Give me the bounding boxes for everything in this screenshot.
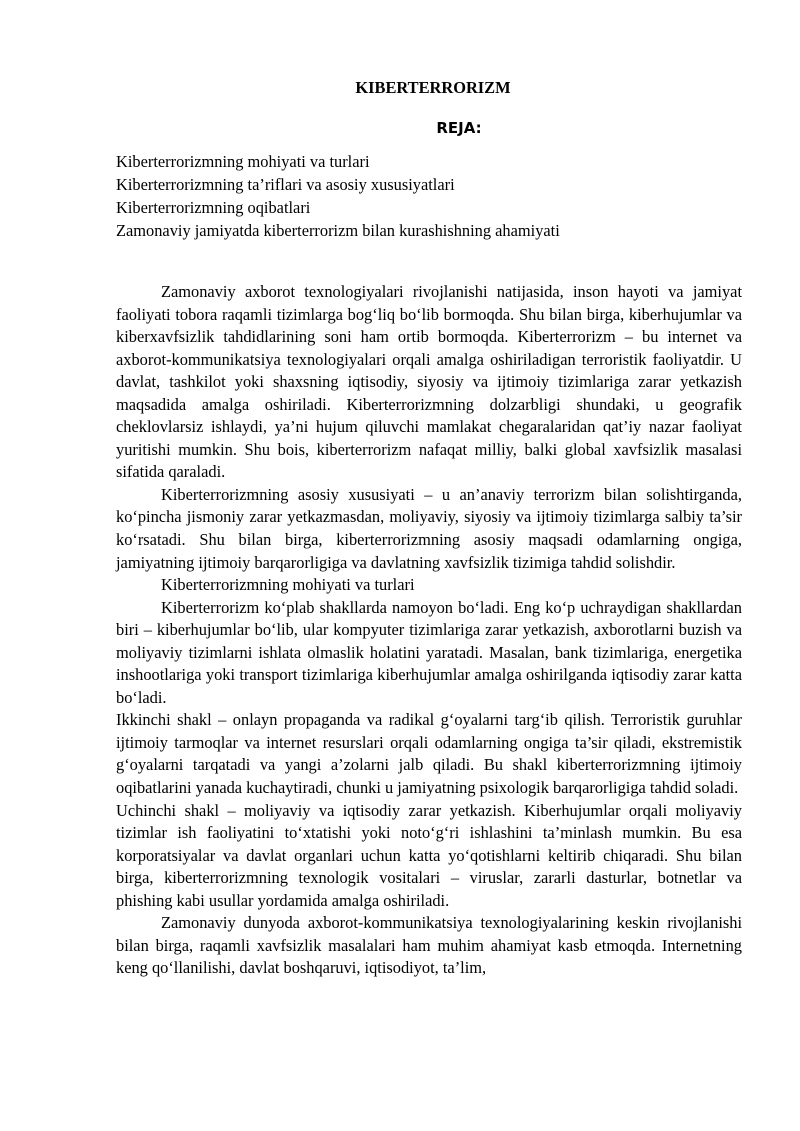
plan-heading: REJA:: [436, 119, 482, 137]
plan-item: Kiberterrorizmning ta’riflari va asosiy xususiyatlari: [116, 175, 455, 194]
document-title: KIBERTERRORIZM: [355, 78, 511, 97]
document-body: [116, 281, 742, 980]
plan-item: Zamonaviy jamiyatda kiberterrorizm bilan kurashishning ahamiyati: [116, 221, 560, 240]
section-heading: Kiberterrorizmning mohiyati va turlari: [161, 575, 415, 595]
body-paragraph: Zamonaviy dunyoda axborot-kommunikatsiya texnologiyalarining keskin rivojlanishi bilan birga, raqamli xavfsizlik masalalari ham muhim ahamiyat kasb etmoqda. Internetning keng qo‘llanilishi, davlat boshqaruvi, iqtisodiyot, ta’lim,: [116, 913, 742, 978]
body-paragraph: Kiberterrorizmning asosiy xususiyati – u an’anaviy terrorizm bilan solishtirganda, ko‘pincha jismoniy zarar yetkazmasdan, moliyaviy, siyosiy va ijtimoiy tizimlarga salbiy ta’sir ko‘rsatadi. Shu bilan birga, kiberterrorizmning asosiy maqsadi odamlarning ongiga, jamiyatning ijtimoiy barqarorligiga va davlatning xavfsizlik tizimiga tahdid solishdir.: [116, 484, 742, 572]
document-page: [116, 78, 742, 980]
plan-item: Kiberterrorizmning oqibatlari: [116, 198, 311, 217]
body-paragraph: Kiberterrorizm ko‘plab shakllarda namoyon bo‘ladi. Eng ko‘p uchraydigan shakllardan biri – kiberhujumlar bo‘lib, ular kompyuter tizimlariga zarar yetkazish, axborotlarni buzish va moliyaviy tizimlarni ishlata olmaslik holatini yaratadi. Masalan, bank tizimlariga, energetika inshootlariga yoki transport tizimlariga kiberhujumlar amalga oshirilganda iqtisodiy zarar katta bo‘ladi.: [116, 597, 742, 707]
plan-item: Kiberterrorizmning mohiyati va turlari: [116, 152, 370, 171]
body-paragraph: Ikkinchi shakl – onlayn propaganda va radikal g‘oyalarni targ‘ib qilish. Terroristik guruhlar ijtimoiy tarmoqlar va internet resurslari orqali odamlarning ongiga ta’sir qiladi, ekstremistik g‘oyalarni tarqatadi va yangi a’zolarni jalb qiladi. Bu shakl kiberterrorizmning ijtimoiy oqibatlarini yanada kuchaytiradi, chunki u jamiyatning psixologik barqarorligiga tahdid soladi.: [116, 710, 742, 798]
body-paragraph: Zamonaviy axborot texnologiyalari rivojlanishi natijasida, inson hayoti va jamiyat faoliyati tobora raqamli tizimlarga bog‘liq bo‘lib bormoqda. Shu bilan birga, kiberhujumlar va kiberxavfsizlik tahdidlarining soni ham ortib bormoqda. Kiberterrorizm – bu internet va axborot-kommunikatsiya texnologiyalari orqali amalga oshiriladigan terroristik faoliyatdir. U davlat, tashkilot yoki shaxsning iqtisodiy, siyosiy va ijtimoiy tizimlariga zarar yetkazish maqsadida amalga oshiriladi. Kiberterrorizmning dolzarbligi shundaki, u geografik cheklovlarsiz ishlaydi, ya’ni hujum qiluvchi mamlakat chegaralaridan qat’iy nazar faoliyat yuritishi mumkin. Shu bois, kiberterrorizm nafaqat milliy, balki global xavfsizlik masalasi sifatida qaraladi.: [116, 282, 742, 482]
plan-list: [116, 150, 742, 242]
body-paragraph: Uchinchi shakl – moliyaviy va iqtisodiy zarar yetkazish. Kiberhujumlar orqali moliyaviy tizimlar ish faoliyatini to‘xtatishi yoki noto‘g‘ri ishlashini ta’minlash mumkin. Bu esa korporatsiyalar va davlat organlari uchun katta yo‘qotishlarni keltirib chiqaradi. Shu bilan birga, kiberterrorizmning texnologik vositalari – viruslar, zararli dasturlar, botnetlar va phishing kabi usullar yordamida amalga oshiriladi.: [116, 800, 742, 910]
